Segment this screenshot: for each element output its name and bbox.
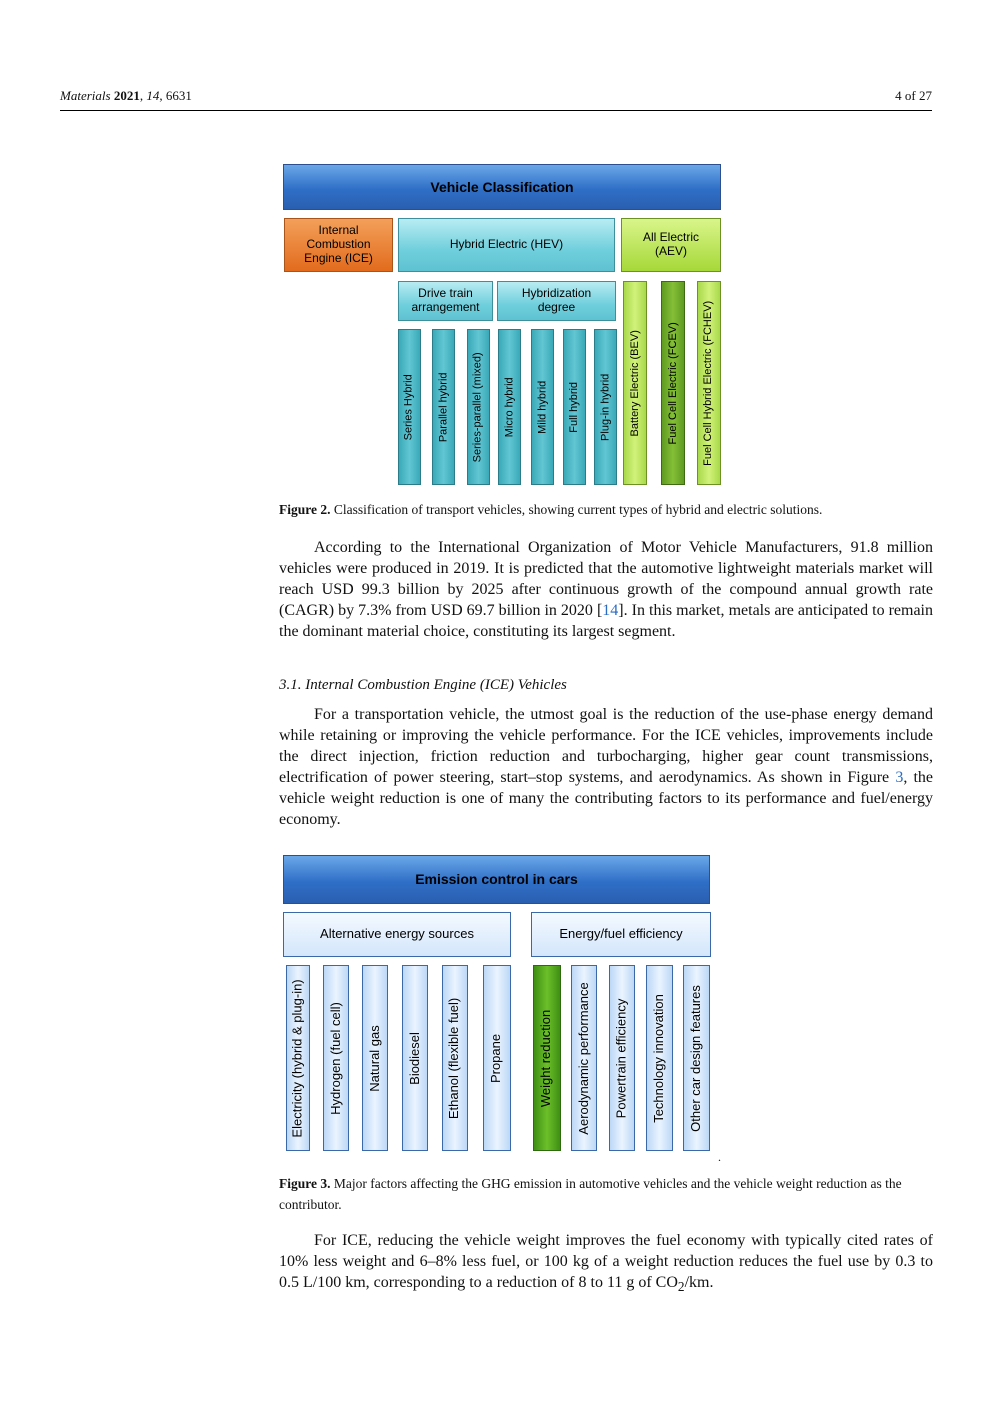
fchev-label: Fuel Cell Hybrid Electric (FCHEV) — [702, 300, 715, 466]
paragraph-1 — [279, 537, 933, 642]
hybridization-box: Hybridization degree — [497, 281, 616, 321]
plug-in-hybrid-box — [594, 329, 617, 485]
paragraph-2-text-a: For a transportation vehicle, the utmost goal is the reduction of the use-phase energy demand while retaining or improving the vehicle performance. For the ICE vehicles, improvements include the direct injection, friction reduction and turbocharging, higher gear count transmissions, electrification of power steering, start–stop systems, and aerodynamics. As shown in Figure — [279, 706, 933, 786]
paragraph-1-text-a: According to the International Organization of Motor Vehicle Manufacturers, 91.8 million vehicles were produced in 2019. It is predicted that the automotive lightweight materials market will reach USD 99.3 billion by 2025 after continuous growth of the compound annual growth rate (CAGR) by 7.3% from USD 69.7 billion in 2020 [ — [279, 539, 933, 619]
weight-reduction-label: Weight reduction — [538, 1009, 554, 1107]
bev-label: Battery Electric (BEV) — [628, 329, 641, 437]
alternative-energy-box: Alternative energy sources — [283, 912, 511, 957]
hev-box: Hybrid Electric (HEV) — [398, 218, 615, 272]
electricity-box — [286, 965, 310, 1151]
ethanol-label: Ethanol (flexible fuel) — [446, 997, 462, 1119]
page-number: 4 of 27 — [895, 88, 932, 103]
figure-3-caption — [279, 1173, 933, 1215]
figure-3-caption-text: Major factors affecting the GHG emission in automotive vehicles and the vehicle weight reduction as the contributor. — [279, 1176, 902, 1212]
paragraph-2 — [279, 704, 933, 830]
figure-2-caption — [279, 499, 933, 520]
fcev-box — [661, 281, 685, 485]
technology-label: Technology innovation — [651, 993, 667, 1123]
journal-volume: 14 — [146, 88, 160, 103]
ice-box: Internal Combustion Engine (ICE) — [284, 218, 393, 272]
energy-efficiency-box: Energy/fuel efficiency — [531, 912, 711, 957]
figure-3-trailing-dot: . — [718, 1150, 721, 1164]
series-parallel-box — [467, 329, 490, 485]
co2-subscript: 2 — [677, 1279, 685, 1295]
electricity-label: Electricity (hybrid & plug-in) — [289, 978, 305, 1138]
figure-2-caption-text: Classification of transport vehicles, showing current types of hybrid and electric solutions. — [333, 502, 823, 517]
micro-hybrid-box — [498, 329, 521, 485]
weight-reduction-box — [533, 965, 561, 1151]
natural-gas-label: Natural gas — [366, 1024, 382, 1092]
vehicle-classification-title: Vehicle Classification — [283, 164, 721, 210]
biodiesel-label: Biodiesel — [406, 1031, 422, 1085]
full-hybrid-box — [563, 329, 586, 485]
series-hybrid-box — [398, 329, 421, 485]
technology-box — [646, 965, 673, 1151]
journal-citation: Materials 2021, 14, 6631 — [60, 88, 192, 103]
other-design-box — [683, 965, 710, 1151]
journal-year: 2021 — [113, 88, 140, 103]
paragraph-1-text-b: ]. In this market, metals are anticipated to remain the dominant material choice, constituting its largest segment. — [279, 602, 934, 640]
paragraph-3-tail: /km. — [684, 1274, 714, 1291]
parallel-hybrid-label: Parallel hybrid — [437, 372, 450, 442]
hydrogen-label: Hydrogen (fuel cell) — [327, 1001, 343, 1115]
series-hybrid-label: Series Hybrid — [403, 373, 416, 441]
propane-box — [483, 965, 511, 1151]
figure-2-caption-label: Figure 2. — [279, 502, 331, 517]
figure-3-caption-label: Figure 3. — [279, 1176, 331, 1191]
drive-train-box: Drive train arrangement — [398, 281, 493, 321]
journal-name: Materials — [60, 88, 111, 103]
bev-box — [623, 281, 647, 485]
header-rule — [60, 110, 932, 111]
full-hybrid-label: Full hybrid — [568, 381, 581, 433]
powertrain-label: Powertrain efficiency — [613, 998, 629, 1118]
series-parallel-label: Series-parallel (mixed) — [472, 351, 485, 463]
aerodynamic-label: Aerodynamic performance — [575, 981, 591, 1135]
article-number: 6631 — [165, 88, 192, 103]
aerodynamic-box — [571, 965, 597, 1151]
parallel-hybrid-box — [432, 329, 455, 485]
section-heading-3-1: 3.1. Internal Combustion Engine (ICE) Vehicles — [279, 677, 567, 693]
paragraph-2-text-b: , the vehicle weight reduction is one of many the contributing factors to its performance and fuel/energy economy. — [279, 769, 934, 828]
biodiesel-box — [402, 965, 428, 1151]
natural-gas-box — [362, 965, 388, 1151]
mild-hybrid-label: Mild hybrid — [536, 380, 549, 434]
paragraph-3-text: For ICE, reducing the vehicle weight improves the fuel economy with typically cited rates of 10% less weight and 6–8% less fuel, or 100 kg of a weight reduction reduces the fuel use by 0.3 to 0.5 L/100 km, corresponding to a reduction of 8 to 11 g of CO — [279, 1232, 933, 1291]
aev-box: All Electric (AEV) — [621, 218, 721, 272]
propane-label: Propane — [488, 1033, 504, 1083]
micro-hybrid-label: Micro hybrid — [503, 377, 516, 437]
emission-control-title: Emission control in cars — [283, 855, 710, 904]
plug-in-hybrid-label: Plug-in hybrid — [599, 373, 612, 441]
hydrogen-box — [323, 965, 349, 1151]
fchev-box — [697, 281, 721, 485]
powertrain-box — [609, 965, 635, 1151]
figure-3-link[interactable]: 3 — [895, 769, 904, 786]
reference-14-link[interactable]: 14 — [602, 602, 619, 619]
fcev-label: Fuel Cell Electric (FCEV) — [666, 321, 679, 445]
other-design-label: Other car design features — [688, 984, 704, 1132]
ethanol-box — [442, 965, 468, 1151]
paragraph-3 — [279, 1230, 933, 1297]
mild-hybrid-box — [531, 329, 554, 485]
